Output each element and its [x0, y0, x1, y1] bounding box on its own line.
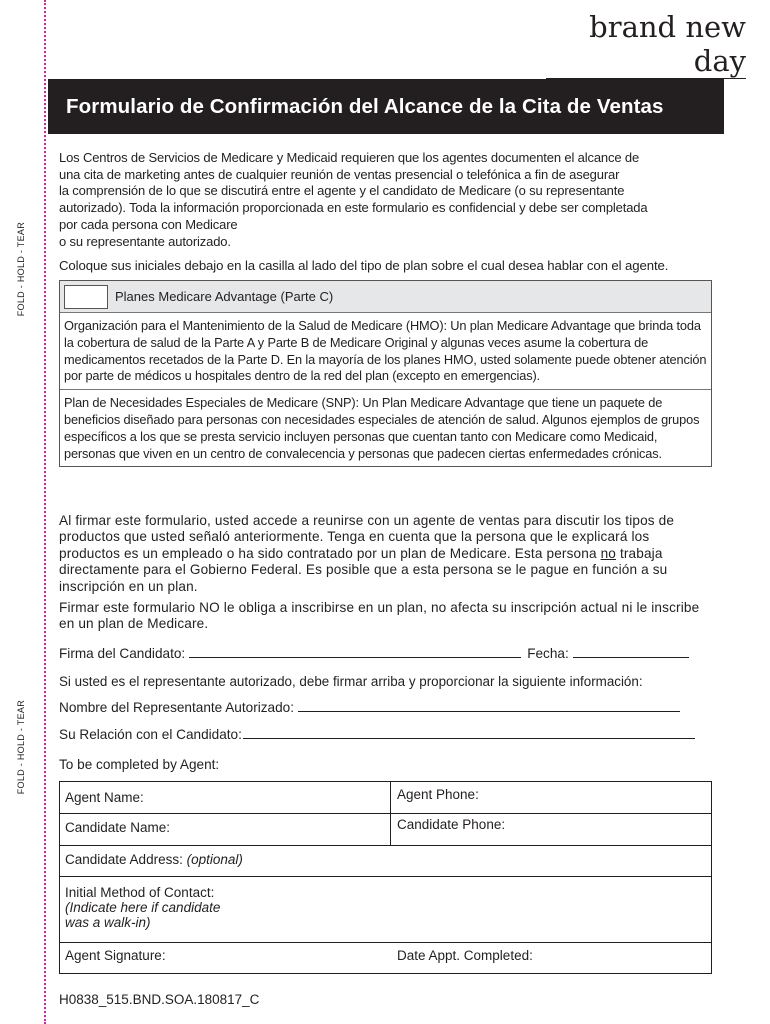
contact-note: (Indicate here if candidate [65, 900, 221, 915]
fold-label-top: FOLD - HOLD - TEAR [16, 222, 26, 317]
consent-text [59, 513, 714, 638]
candidate-phone-label: Candidate Phone: [397, 817, 506, 832]
consent-paragraph-1 [59, 513, 714, 595]
initials-instruction: Coloque sus iniciales debajo en la casilla al lado del tipo de plan sobre el cual desea hablar con el agente. [59, 258, 669, 273]
consent-text-part: Al firmar este formulario, usted accede a reunirse con un agente de ventas para discutir los tipos de productos que usted señaló anteriormente. Tenga en cuenta que la persona que le explicará los productos es un empleado o ha sido contratado por un plan de Medicare. Esta persona [59, 513, 675, 561]
address-label-text: Candidate Address: [65, 852, 183, 867]
agent-name-label: Agent Name: [65, 790, 144, 805]
fold-label-bottom: FOLD - HOLD - TEAR [16, 700, 26, 795]
brand-name: brand new day [546, 10, 746, 79]
rep-name-label: Nombre del Representante Autorizado: [59, 700, 295, 715]
agent-section-heading: To be completed by Agent: [59, 757, 220, 772]
initials-input-box[interactable] [64, 285, 108, 309]
candidate-address-label [65, 852, 243, 867]
address-optional-note: (optional) [186, 852, 243, 867]
relation-row [59, 727, 714, 742]
consent-text-part: trabaja directamente para el Gobierno Federal. Es posible que a esta persona se le pague en función a su inscripción en un plan. [59, 545, 668, 594]
plan-selection-box [59, 280, 712, 467]
candidate-signature-row [59, 646, 714, 661]
rep-note: Si usted es el representante autorizado, debe firmar arriba y proporcionar la siguiente información: [59, 674, 643, 689]
table-rule [60, 813, 711, 814]
candidate-signature-label: Firma del Candidato: [59, 646, 186, 661]
date-field[interactable] [573, 656, 689, 658]
contact-note: was a walk-in) [65, 915, 151, 930]
intro-line: Los Centros de Servicios de Medicare y Medicaid requieren que los agentes documenten el alcance de [59, 150, 640, 165]
intro-line: la comprensión de lo que se discutirá entre el agente y el candidato de Medicare (o su representante [59, 183, 625, 199]
rep-name-field[interactable] [298, 710, 680, 712]
intro-line: una cita de marketing antes de cualquier reunión de ventas presencial o telefónica a fin de asegurar [59, 166, 620, 182]
plan-description-snp: Plan de Necesidades Especiales de Medicare (SNP): Un Plan Medicare Advantage que tiene un paquete de beneficios diseñado para personas con necesidades especiales de atención de salud. Algunos ejemplos de grupos específicos a los que se presta servicio incluyen personas que cuentan tanto con Medicare como Medicaid, personas que viven en un centro de convalecencia y personas que padecen ciertas enfermedades crónicas. [60, 389, 711, 466]
agent-signature-label: Agent Signature: [65, 948, 166, 963]
agent-info-table [59, 781, 712, 974]
date-completed-label: Date Appt. Completed: [397, 948, 533, 963]
contact-method-label [65, 885, 220, 930]
plan-description-hmo: Organización para el Mantenimiento de la Salud de Medicare (HMO): Un plan Medicare Advantage que brinda toda la cobertura de salud de la Parte A y Parte B de Medicare Original y algunas veces asume la cobertura de medicamentos recetados de la Parte D. En la mayoría de los planes HMO, usted solamente puede obtener atención por parte de médicos u hospitales dentro de la red del plan (excepto en emergencias). [64, 318, 707, 384]
intro-line: autorizado). Toda la información proporcionada en este formulario es confidencial y debe ser completada [59, 200, 648, 216]
form-code: H0838_515.BND.SOA.180817_C [59, 992, 260, 1007]
table-rule [60, 876, 711, 877]
plan-header-label: Planes Medicare Advantage (Parte C) [115, 289, 334, 304]
date-label: Fecha: [527, 646, 569, 661]
rep-name-row [59, 700, 714, 715]
contact-label-text: Initial Method of Contact: [65, 885, 215, 900]
intro-paragraph [59, 150, 709, 250]
consent-paragraph-2: Firmar este formulario NO le obliga a inscribirse en un plan, no afecta su inscripción actual ni le inscribe en un plan de Medicare. [59, 600, 700, 632]
intro-line: por cada persona con Medicare [59, 216, 238, 232]
relation-label: Su Relación con el Candidato: [59, 727, 242, 742]
relation-field[interactable] [243, 737, 695, 739]
candidate-signature-field[interactable] [189, 656, 521, 658]
agent-phone-label: Agent Phone: [397, 787, 479, 802]
fold-line [44, 0, 46, 1024]
form-title: Formulario de Confirmación del Alcance de la Cita de Ventas [48, 79, 724, 134]
table-rule [60, 845, 711, 846]
consent-emphasis: no [600, 545, 617, 561]
plan-header [60, 281, 711, 313]
candidate-name-label: Candidate Name: [65, 820, 171, 835]
table-divider [390, 782, 391, 845]
table-rule [60, 942, 711, 943]
intro-line: o su representante autorizado. [59, 233, 231, 249]
